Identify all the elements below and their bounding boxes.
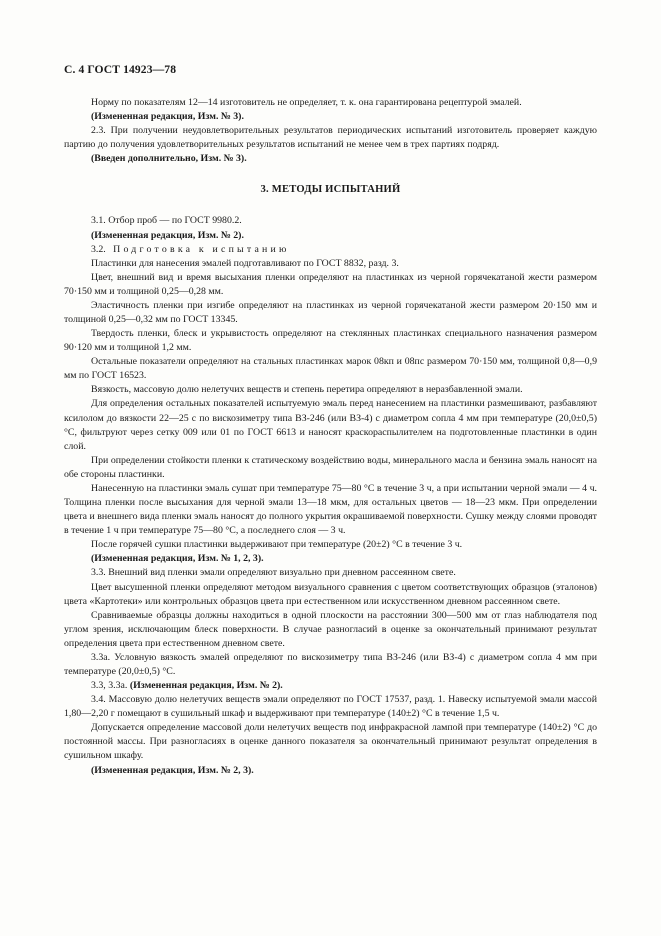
subsection-heading — [64, 243, 597, 257]
paragraph: Вязкость, массовую долю нелетучих веществ и степень перетира определяют в неразбавленной эмали. — [91, 384, 523, 396]
paragraph: 2.3. При получении неудовлетворительных результатов периодических испытаний изготовитель проверяет каждую партию до получения удовлетворительных результатов испытаний не менее чем в трех партиях подряд. — [64, 125, 597, 151]
paragraph: При определении стойкости пленки к статическому воздействию воды, минерального масла и бензина эмаль наносят на обе стороны пластинки. — [64, 454, 597, 480]
paragraph: 3.3а. Условную вязкость эмалей определяют по вискозиметру типа ВЗ-246 (или ВЗ-4) с диаметром сопла 4 мм при температуре (20,0±0,5) °С. — [64, 651, 597, 677]
amendment-note: (Измененная редакция, Изм. № 1, 2, 3). — [91, 553, 264, 565]
paragraph: Твердость пленки, блеск и укрывистость определяют на стеклянных пластинках специального назначения размером 90·120 мм и толщиной 1,2 мм. — [64, 328, 597, 354]
section-title: 3. МЕТОДЫ ИСПЫТАНИЙ — [260, 184, 401, 196]
amendment-note: (Измененная редакция, Изм. № 2). — [129, 680, 283, 692]
subsection-title: Подготовка к испытанию — [113, 243, 290, 255]
paragraph: Нанесенную на пластинки эмаль сушат при температуре 75—80 °С в течение 3 ч, а при испытании черной эмали — 4 ч. Толщина пленки после высыхания для черной эмали 13—18 мкм, для остальных цветов — 18—23 мкм. При определении цвета и внешнего вида пленки эмаль наносят до полного укрытия окрашиваемой поверхности. Сушку между слоями проводят в течение 1 ч при температуре 75—80 °С, а последнего слоя — 3 ч. — [64, 482, 597, 537]
page-header: С. 4 ГОСТ 14923—78 — [64, 63, 177, 76]
paragraph: Цвет, внешний вид и время высыхания пленки определяют на пластинках из черной горячекатаной жести размером 70·150 мм и толщиной 0,25—0,28 мм. — [64, 271, 597, 297]
paragraph: Пластинки для нанесения эмалей подготавливают по ГОСТ 8832, разд. 3. — [91, 257, 399, 269]
amendment-note: (Измененная редакция, Изм. № 2, 3). — [91, 764, 254, 776]
paragraph: Норму по показателям 12—14 изготовитель не определяет, т. к. она гарантирована рецептурой эмалей. — [91, 97, 522, 108]
clause-ref: 3.3, 3.3а. — [91, 680, 128, 692]
subsection-number: 3.2. — [91, 243, 106, 255]
paragraph: Допускается определение массовой доли нелетучих веществ под инфракрасной лампой при температуре (140±2) °С до постоянной массы. При разногласиях в оценке данного показателя за окончательный принимают результат определения в сушильном шкафу. — [64, 722, 597, 762]
paragraph: После горячей сушки пластинки выдерживают при температуре (20±2) °С в течение 3 ч. — [91, 539, 463, 551]
amendment-note: (Измененная редакция, Изм. № 3). — [91, 111, 244, 123]
paragraph: 3.1. Отбор проб — по ГОСТ 9980.2. — [91, 215, 242, 227]
paragraph: Для определения остальных показателей испытуемую эмаль перед нанесением на пластинки размешивают, разбавляют ксилолом до вязкости 22—25 с по вискозиметру типа ВЗ-246 (или ВЗ-4) с диаметром сопла 4 мм при температуре (20,0±0,5) °С, фильтруют через сетку 009 или 01 по ГОСТ 6613 и наносят краскораспылителем на подготовленные пластинки в один слой. — [64, 398, 597, 452]
paragraph: 3.4. Массовую долю нелетучих веществ эмали определяют по ГОСТ 17537, разд. 1. Навеску испытуемой эмали массой 1,80—2,20 г помещают в сушильный шкаф и выдерживают при температуре (140±2) °С в течение 1,5 ч. — [64, 694, 597, 720]
paragraph: Остальные показатели определяют на стальных пластинках марок 08кп и 08пс размером 70·150 мм, толщиной 0,8—0,9 мм по ГОСТ 16523. — [64, 356, 597, 382]
paragraph: Сравниваемые образцы должны находиться в одной плоскости на расстоянии 300—500 мм от глаз наблюдателя под углом зрения, исключающим блеск поверхности. В случае разногласий в оценке за окончательный принимают результат определения цвета при естественном дневном свете. — [64, 609, 597, 649]
paragraph: Эластичность пленки при изгибе определяют на пластинках из черной горячекатаной жести размером 20·150 мм и толщиной 0,25—0,32 мм по ГОСТ 13345. — [64, 299, 597, 326]
amendment-note: (Измененная редакция, Изм. № 2). — [91, 229, 244, 241]
amendment-note: (Введен дополнительно, Изм. № 3). — [91, 153, 247, 165]
paragraph: Цвет высушенной пленки определяют методом визуального сравнения с цветом соответствующих образцов (эталонов) цвета «Картотеки» или контрольных образцов цвета при естественном или искусственном дневном рассеянном свете. — [64, 581, 597, 607]
amendment-line — [64, 679, 597, 693]
document-body — [64, 96, 597, 778]
paragraph: 3.3. Внешний вид пленки эмали определяют визуально при дневном рассеянном свете. — [91, 567, 456, 579]
